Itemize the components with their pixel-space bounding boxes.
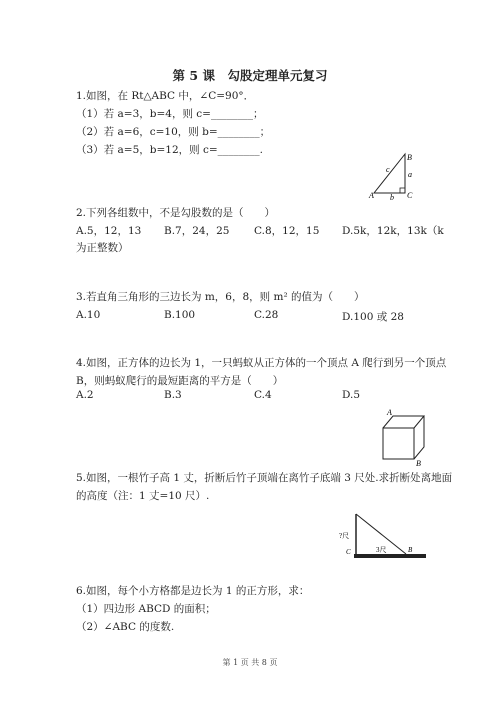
q6-item-2: （2）∠ABC 的度数. xyxy=(76,621,175,633)
label-B: B xyxy=(408,546,413,554)
label-B: B xyxy=(407,153,412,162)
label-c: c xyxy=(386,165,390,174)
q2-option-d: D.5k，12k，13k（k xyxy=(342,225,444,237)
q4-option-d: D.5 xyxy=(342,389,361,401)
label-b: b xyxy=(390,193,394,202)
q3-option-a: A.10 xyxy=(76,309,101,321)
q3-option-d: D.100 或 28 xyxy=(342,311,404,323)
label-C: C xyxy=(407,191,413,200)
q5-line-2: 的高度（注：1 丈=10 尺）. xyxy=(76,490,210,502)
q2-options xyxy=(76,223,496,237)
q1-item-2: （2）若 a=6，c=10，则 b=________； xyxy=(76,126,271,138)
q4-option-c: C.4 xyxy=(254,389,272,401)
cube-top-face xyxy=(383,416,424,428)
q6-stem: 6.如图，每个小方格都是边长为 1 的正方形，求： xyxy=(76,585,310,597)
q1-item-1: （1）若 a=3，b=4，则 c=________； xyxy=(76,108,264,120)
q4-cube-figure xyxy=(377,405,427,467)
label-B: B xyxy=(416,459,421,468)
q3-option-c: C.28 xyxy=(254,309,279,321)
q4-line-1: 4.如图，正方体的边长为 1，一只蚂蚁从正方体的一个顶点 A 爬行到另一个顶点 xyxy=(76,357,447,369)
q1-triangle-figure xyxy=(368,150,413,202)
q2-stem: 2.下列各组数中，不是勾股数的是（ ） xyxy=(76,207,276,219)
q1-stem: 1.如图，在 Rt△ABC 中，∠C=90°． xyxy=(76,90,255,102)
q2-option-c: C.8，12，15 xyxy=(254,225,320,237)
q3-options xyxy=(76,309,496,323)
q4-options xyxy=(76,389,496,403)
q1-item-3: （3）若 a=5，b=12，则 c=________. xyxy=(76,144,263,156)
page-title: 第 5 课 勾股定理单元复习 xyxy=(172,68,328,83)
label-a: a xyxy=(408,170,412,179)
cube-front-face xyxy=(383,428,414,459)
label-C: C xyxy=(346,548,351,556)
label-A: A xyxy=(387,408,392,417)
q3-option-b: B.100 xyxy=(164,309,196,321)
q2-option-b: B.7，24，25 xyxy=(164,225,230,237)
q3-stem: 3.若直角三角形的三边长为 m，6，8，则 m² 的值为（ ） xyxy=(76,291,365,303)
right-angle-mark xyxy=(400,188,405,193)
q4-option-a: A.2 xyxy=(76,389,94,401)
ground-bar xyxy=(354,554,426,558)
q4-option-b: B.3 xyxy=(164,389,182,401)
q6-item-1: （1）四边形 ABCD 的面积； xyxy=(76,603,216,615)
label-height: ?尺 xyxy=(339,532,350,540)
label-A: A xyxy=(369,191,374,200)
label-base: 3尺 xyxy=(376,546,387,554)
page-footer: 第 1 页 共 8 页 xyxy=(222,658,278,667)
q2-cont: 为正整数） xyxy=(76,242,129,254)
q5-bamboo-figure xyxy=(336,496,428,562)
q2-option-a: A.5，12，13 xyxy=(76,225,142,237)
q5-line-1: 5.如图，一根竹子高 1 丈，折断后竹子顶端在离竹子底端 3 尺处.求折断处离地面 xyxy=(76,472,453,484)
q4-line-2: B，则蚂蚁爬行的最短距离的平方是（ ） xyxy=(76,375,284,387)
